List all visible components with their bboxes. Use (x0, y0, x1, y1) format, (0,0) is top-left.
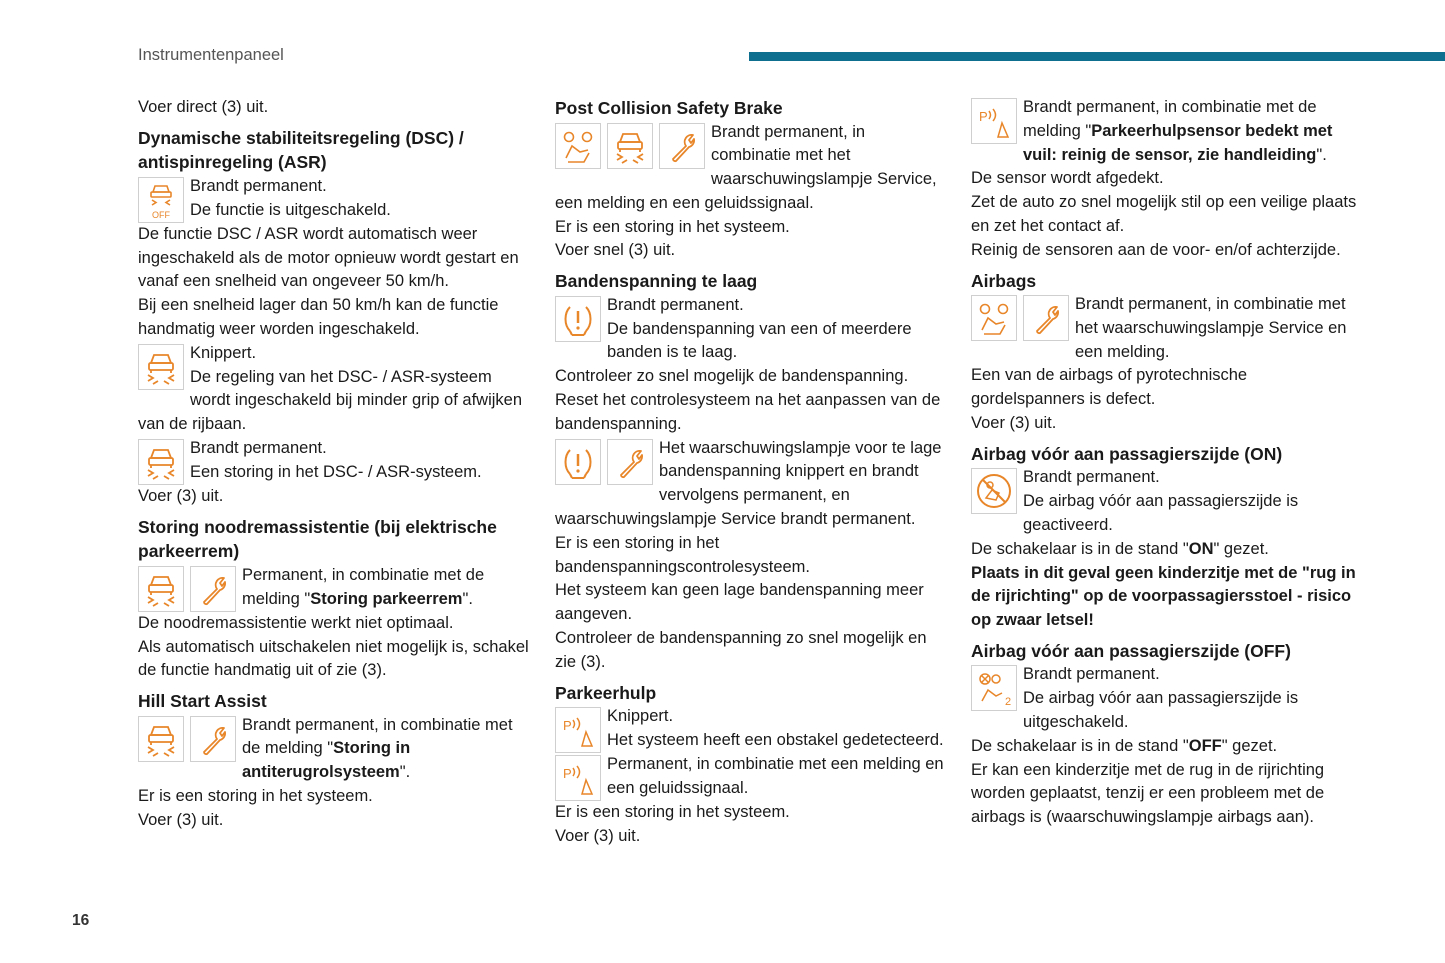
section-title-dsc: Dynamische stabiliteitsregeling (DSC) / antispinregeling (ASR) (138, 127, 464, 173)
pcsb-detail-1: Er is een storing in het systeem. (555, 217, 790, 236)
park-sensor-icon (555, 707, 601, 753)
skid-car-icon (607, 123, 653, 169)
storing-entry (138, 564, 530, 612)
park-entry-1 (555, 705, 947, 753)
park-desc: Het systeem heeft een obstakel gedetecteerd. (607, 730, 944, 749)
hill-entry (138, 714, 530, 785)
dsc-off-detail-1: De functie DSC / ASR wordt automatisch weer ingeschakeld als de motor opnieuw wordt gestart en vanaf een snelheid van ongeveer 50 km/h. (138, 224, 519, 291)
page-number: 16 (72, 912, 90, 929)
park-fault-detail-2: Voer (3) uit. (555, 826, 641, 845)
hill-detail-2: Voer (3) uit. (138, 810, 224, 829)
sensor-detail-1: De sensor wordt afgedekt. (971, 169, 1164, 188)
tyre-fault-detail-1: Er is een storing in het bandenspanningscontrolesysteem. (555, 533, 811, 576)
wrench-icon (607, 439, 653, 485)
storing-detail-2: Als automatisch uitschakelen niet mogelijk is, schakel de functie handmatig uit of zie (3). (138, 637, 529, 680)
tyre-pressure-icon (555, 296, 601, 342)
skid-car-icon (138, 344, 184, 390)
tyre-desc: De bandenspanning van een of meerdere banden is te laag. (607, 319, 912, 362)
airbag-person-icon (555, 123, 601, 169)
wrench-icon (659, 123, 705, 169)
park-fault-desc: Permanent, in combinatie met een melding en een geluidssignaal. (607, 755, 944, 797)
section-title-airbags: Airbags (971, 270, 1037, 291)
airbag-off-entry (971, 663, 1363, 734)
airbag-person-icon (971, 295, 1017, 341)
wrench-icon (190, 566, 236, 612)
intro-text: Voer direct (3) uit. (138, 98, 269, 116)
airbag-off-detail: Er kan een kinderzitje met de rug in de rijrichting worden geplaatst, tenzij er een probleem met de airbags is (waarschuwingslampje airbags aan). (971, 760, 1325, 827)
dsc-blink-entry (138, 342, 530, 437)
dsc-fault-entry (138, 437, 530, 485)
pcsb-detail-2: Voer snel (3) uit. (555, 241, 676, 260)
wrench-icon (1023, 295, 1069, 341)
tyre-fault-desc: Het waarschuwingslampje voor te lage bandenspanning knippert en brandt vervolgens permanent, en waarschuwingslampje Service brandt permanent. (555, 438, 942, 528)
hill-desc: Brandt permanent, in combinatie met de melding "Storing in antiterugrolsysteem". (242, 715, 513, 782)
dsc-fault-action: Voer (3) uit. (138, 486, 224, 505)
pcsb-desc: Brandt permanent, in combinatie met het waarschuwingslampje Service, een melding en een geluidssignaal. (555, 122, 937, 212)
dsc-blink-desc: De regeling van het DSC- / ASR-systeem wordt ingeschakeld bij minder grip of afwijken van de rijbaan. (138, 367, 522, 434)
sensor-entry (971, 96, 1363, 167)
sensor-detail-3: Reinig de sensoren aan de voor- en/of achterzijde. (971, 240, 1341, 259)
dsc-fault-status: Brandt permanent. (190, 438, 327, 457)
skid-car-icon (138, 716, 184, 762)
airbag-on-desc: De airbag vóór aan passagierszijde is geactiveerd. (1023, 492, 1299, 534)
dsc-off-desc: De functie is uitgeschakeld. (190, 200, 391, 219)
park-sensor-icon (971, 98, 1017, 144)
section-title-storing: Storing noodremassistentie (bij elektrische parkeerrem) (138, 516, 497, 562)
section-title-airbag-off: Airbag vóór aan passagierszijde (OFF) (971, 640, 1291, 661)
tyre-detail-2: Reset het controlesysteem na het aanpassen van de bandenspanning. (555, 390, 941, 433)
airbags-detail-1: Een van de airbags of pyrotechnische gordelspanners is defect. (971, 366, 1248, 409)
dsc-fault-desc: Een storing in het DSC- / ASR-systeem. (190, 462, 482, 481)
airbag-off-desc: De airbag vóór aan passagierszijde is uitgeschakeld. (1023, 689, 1299, 732)
airbag-on-switch: De schakelaar is in de stand "ON" gezet. (971, 539, 1269, 558)
section-title-tyre: Bandenspanning te laag (555, 271, 758, 292)
airbags-entry (971, 293, 1363, 364)
hill-detail-1: Er is een storing in het systeem. (138, 787, 373, 806)
storing-detail-1: De noodremassistentie werkt niet optimaal. (138, 613, 454, 632)
svg-text:OFF: OFF (152, 209, 170, 220)
tyre-fault-detail-2: Het systeem kan geen lage bandenspanning meer aangeven. (555, 581, 924, 624)
section-title-airbag-on: Airbag vóór aan passagierszijde (ON) (971, 443, 1283, 464)
airbag-on-entry (971, 466, 1363, 537)
storing-desc: Permanent, in combinatie met de melding "Storing parkeerrem". (242, 565, 485, 608)
column-middle (555, 96, 947, 849)
airbag-off-status: Brandt permanent. (1023, 665, 1160, 684)
tyre-fault-detail-3: Controleer de bandenspanning zo snel mogelijk en zie (3). (555, 628, 927, 671)
column-left (138, 96, 530, 833)
skid-car-icon (138, 566, 184, 612)
tyre-entry-1 (555, 294, 947, 365)
park-entry-2 (555, 753, 947, 801)
airbag-on-status: Brandt permanent. (1023, 468, 1160, 487)
tyre-detail-1: Controleer zo snel mogelijk de bandenspanning. (555, 367, 909, 386)
airbags-desc: Brandt permanent, in combinatie met het waarschuwingslampje Service en een melding. (1075, 295, 1347, 361)
dsc-off-status: Brandt permanent. (190, 176, 327, 195)
park-fault-detail-1: Er is een storing in het systeem. (555, 803, 790, 822)
airbag-off-switch: De schakelaar is in de stand "OFF" gezet. (971, 736, 1278, 755)
section-title-pcsb: Post Collision Safety Brake (555, 98, 783, 118)
dsc-off-icon (138, 177, 184, 223)
section-title-hill: Hill Start Assist (138, 691, 267, 712)
tyre-status: Brandt permanent. (607, 295, 744, 314)
child-seat-prohibited-icon (971, 468, 1017, 514)
skid-car-icon (138, 439, 184, 485)
dsc-blink-status: Knippert. (190, 343, 257, 362)
airbag-off-icon (971, 665, 1017, 711)
dsc-off-detail-2: Bij een snelheid lager dan 50 km/h kan de functie handmatig weer worden ingeschakeld. (138, 296, 499, 338)
svg-text:2: 2 (1005, 696, 1012, 709)
sensor-desc: Brandt permanent, in combinatie met de melding "Parkeerhulpsensor bedekt met vuil: reinig de sensor, zie handleiding". (1023, 98, 1333, 164)
park-status: Knippert. (607, 707, 674, 726)
wrench-icon (190, 716, 236, 762)
header-accent-bar (749, 52, 1445, 61)
section-title-park: Parkeerhulp (555, 682, 657, 703)
dsc-off-entry (138, 175, 530, 223)
column-right (971, 96, 1363, 830)
sensor-detail-2: Zet de auto zo snel mogelijk stil op een veilige plaats en zet het contact af. (971, 193, 1357, 235)
park-sensor-icon (555, 755, 601, 801)
tyre-pressure-icon (555, 439, 601, 485)
header-title: Instrumentenpaneel (138, 46, 284, 64)
airbags-detail-2: Voer (3) uit. (971, 414, 1057, 433)
tyre-entry-2 (555, 437, 947, 532)
airbag-on-warning: Plaats in dit geval geen kinderzitje met de "rug in de rijrichting" op de voorpassagiersstoel - risico op zwaar letsel! (971, 563, 1356, 630)
pcsb-entry (555, 121, 947, 216)
